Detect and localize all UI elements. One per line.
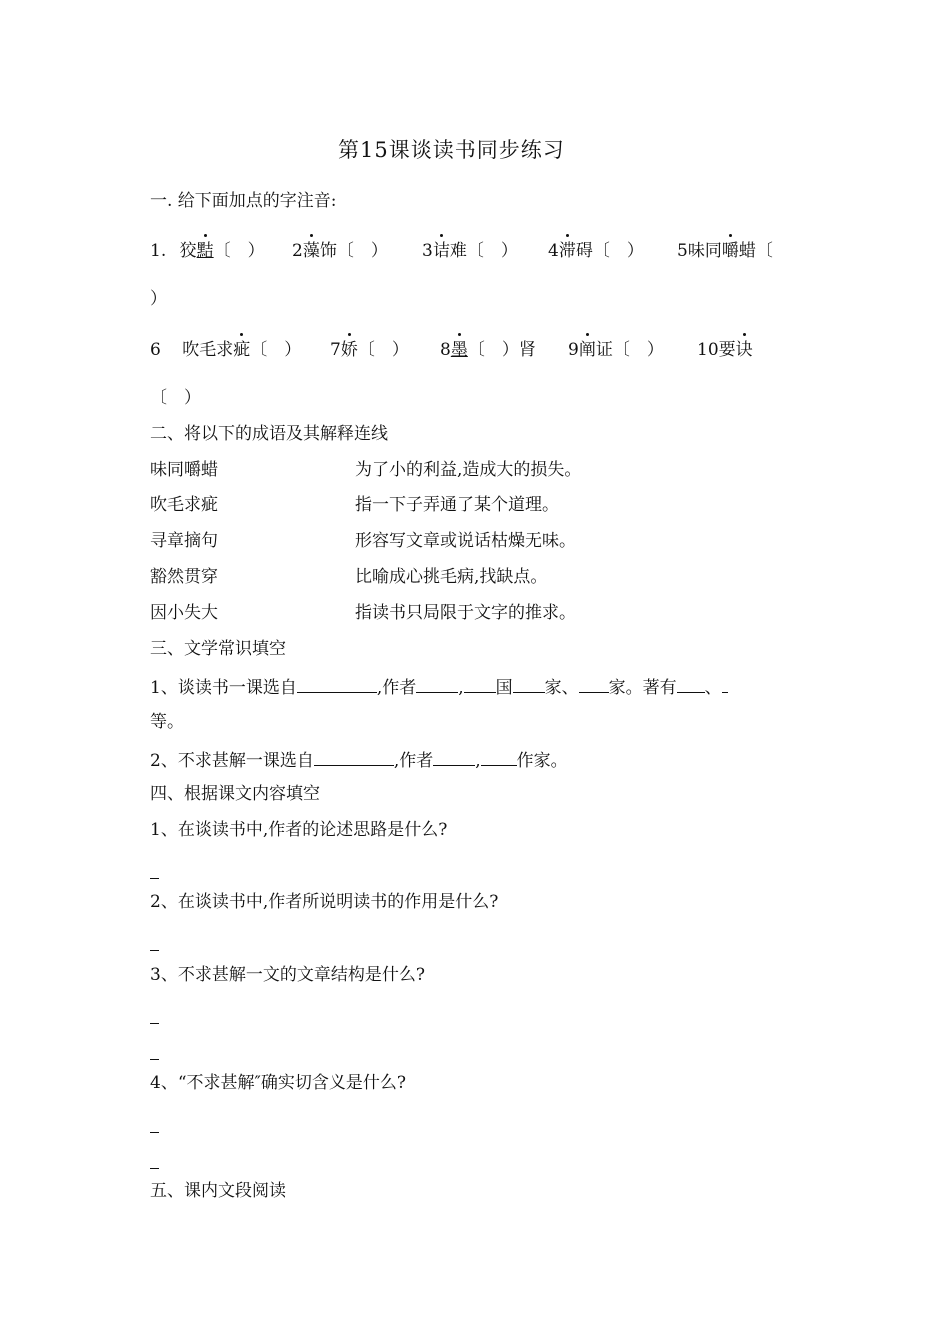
answer-dash (150, 1049, 159, 1060)
item-char: 味同 (687, 241, 722, 261)
item-number: 3 (422, 241, 433, 261)
question-2: 2、在谈读书中,作者所说明读书的作用是什么? (150, 892, 499, 912)
pinyin-item-5 (677, 243, 773, 260)
answer-paren: 〔 ） (357, 340, 409, 360)
answer-paren: 〔 ） (213, 241, 265, 261)
answer-paren: 〔 ） (466, 241, 518, 261)
question-1: 1、在谈读书中,作者的论述思路是什么? (150, 820, 448, 840)
dotted-char: 墨 (450, 340, 468, 360)
item-char: 要 (718, 340, 736, 360)
question-3: 3、不求甚解一文的文章结构是什么? (150, 965, 425, 985)
section-3-heading: 三、文学常识填空 (150, 639, 286, 659)
item-number: 8 (440, 340, 451, 360)
dotted-char: 嚼 (721, 241, 739, 261)
fill-question-2 (150, 751, 568, 770)
fill-question-1 (150, 678, 728, 697)
question-text: , (458, 678, 464, 698)
answer-dash (150, 1122, 159, 1133)
meaning-4: 比喻成心挑毛病,找缺点。 (355, 567, 548, 587)
question-text: ,作者 (376, 678, 417, 698)
meaning-2: 指一下子弄通了某个道理。 (355, 495, 559, 515)
fill-blank[interactable] (513, 678, 545, 693)
answer-dash (150, 868, 159, 879)
dotted-char: 阐 (578, 340, 596, 360)
pinyin-item-3 (422, 243, 518, 260)
answer-paren-10: 〔 ） (150, 388, 201, 408)
question-text: 家、 (544, 678, 579, 698)
item-char: 蜡 (738, 241, 756, 261)
meaning-3: 形容写文章或说话枯燥无味。 (355, 531, 576, 551)
item-number: 6 (150, 340, 161, 360)
question-text: , (475, 751, 481, 771)
answer-paren: 〔 ） (250, 340, 302, 360)
question-text: 国 (495, 678, 513, 698)
answer-line[interactable] (150, 938, 159, 955)
fill-blank[interactable] (677, 678, 705, 693)
pinyin-item-8 (440, 342, 536, 359)
fill-blank[interactable] (464, 678, 496, 693)
fill-blank[interactable] (297, 678, 377, 693)
item-number: 7 (330, 340, 341, 360)
dotted-char: 诀 (735, 340, 753, 360)
fill-blank[interactable] (314, 751, 394, 766)
idiom-1: 味同嚼蜡 (150, 460, 218, 480)
question-4: 4、“不求甚解″确实切含义是什么? (150, 1073, 406, 1093)
fill-blank[interactable] (722, 678, 728, 693)
section-5-heading: 五、课内文段阅读 (150, 1181, 286, 1201)
answer-dash (150, 1158, 159, 1169)
question-text: ,作者 (393, 751, 434, 771)
item-char: 碍 (575, 241, 593, 261)
section-4-heading: 四、根据课文内容填空 (150, 784, 320, 804)
answer-paren: 〔 ） (336, 241, 388, 261)
item-number: 5 (677, 241, 688, 261)
fill-question-1-tail: 等。 (150, 712, 184, 732)
section-1-heading: 一. 给下面加点的字注音: (150, 191, 337, 211)
question-text: 2、不求甚解一课选自 (150, 751, 314, 771)
item-number: 1. (150, 241, 167, 261)
pinyin-item-2 (292, 243, 388, 260)
item-char: 狡 (179, 241, 197, 261)
item-number: 9 (568, 340, 579, 360)
item-char: 吹毛求 (182, 340, 234, 360)
answer-line[interactable] (150, 866, 159, 883)
item-char: 肾 (518, 340, 536, 360)
item-char: 难 (449, 241, 467, 261)
dotted-char: 黠 (196, 241, 214, 261)
question-text: 1、谈读书一课选自 (150, 678, 297, 698)
idiom-2: 吹毛求疵 (150, 495, 218, 515)
question-text: 、 (704, 678, 722, 698)
pinyin-item-4 (548, 243, 644, 260)
answer-line[interactable] (150, 1011, 159, 1028)
fill-blank[interactable] (579, 678, 609, 693)
answer-line[interactable] (150, 1156, 159, 1173)
pinyin-item-7 (330, 342, 409, 359)
answer-dash (150, 1013, 159, 1024)
idiom-4: 豁然贯穿 (150, 567, 218, 587)
idiom-3: 寻章摘句 (150, 531, 218, 551)
dotted-char: 娇 (340, 340, 358, 360)
answer-dash (150, 940, 159, 951)
answer-paren: 〔 ） (467, 340, 519, 360)
answer-line[interactable] (150, 1120, 159, 1137)
item-number: 2 (292, 241, 303, 261)
answer-line[interactable] (150, 1047, 159, 1064)
idiom-5: 因小失大 (150, 603, 218, 623)
question-text: 作家。 (516, 751, 568, 771)
answer-paren-close: ） (150, 289, 167, 309)
dotted-char: 诘 (432, 241, 450, 261)
item-char: 证 (595, 340, 613, 360)
dotted-char: 疵 (233, 340, 251, 360)
question-text: 家。著有 (608, 678, 677, 698)
item-char: 饰 (319, 241, 337, 261)
answer-paren: 〔 ） (612, 340, 664, 360)
answer-paren: 〔 (755, 241, 773, 261)
pinyin-item-10 (697, 342, 753, 359)
fill-blank[interactable] (416, 678, 458, 693)
page-title: 第15课谈读书同步练习 (338, 138, 565, 162)
pinyin-item-1 (150, 243, 265, 260)
dotted-char: 藻 (302, 241, 320, 261)
item-number: 10 (697, 340, 719, 360)
item-number: 4 (548, 241, 559, 261)
meaning-1: 为了小的利益,造成大的损失。 (355, 460, 582, 480)
answer-paren: 〔 ） (592, 241, 644, 261)
fill-blank[interactable] (481, 751, 517, 766)
pinyin-item-6 (150, 342, 301, 359)
section-2-heading: 二、将以下的成语及其解释连线 (150, 424, 388, 444)
dotted-char: 滞 (558, 241, 576, 261)
meaning-5: 指读书只局限于文字的推求。 (355, 603, 576, 623)
pinyin-item-9 (568, 342, 664, 359)
fill-blank[interactable] (433, 751, 475, 766)
